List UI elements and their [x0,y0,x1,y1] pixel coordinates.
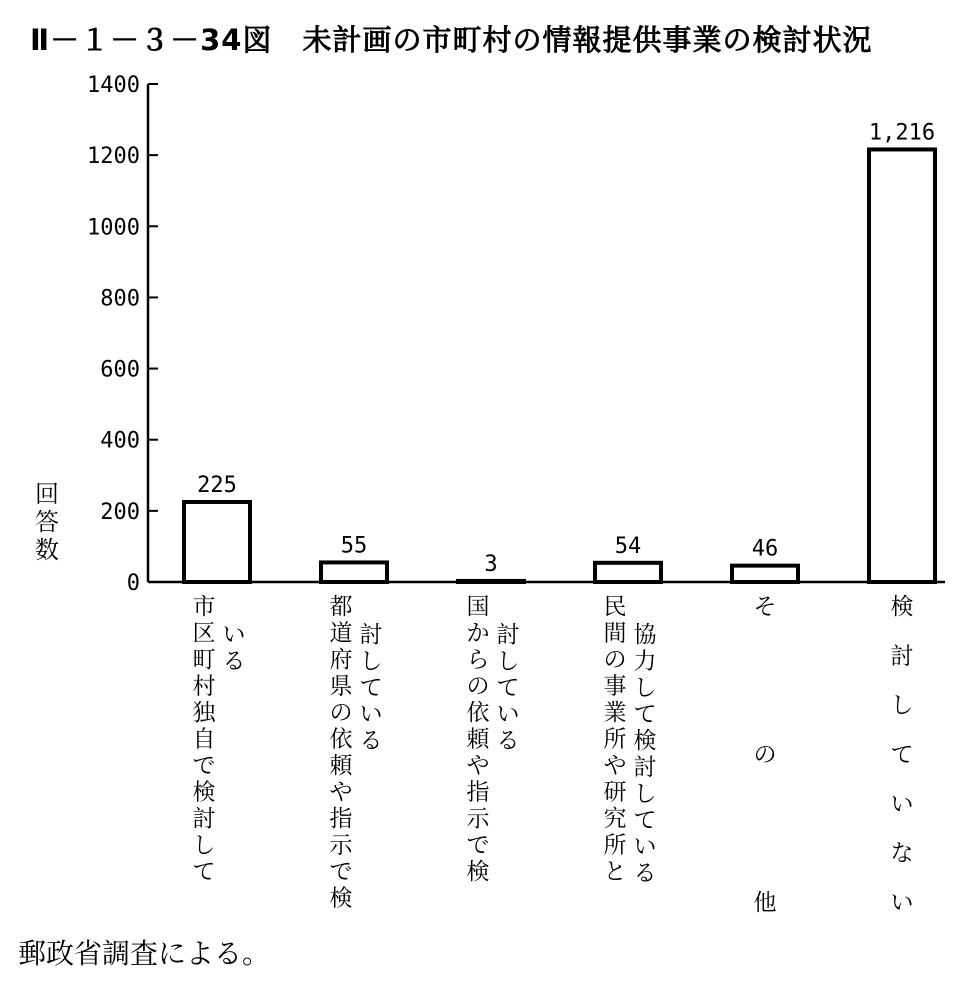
source-note: 郵政省調査による。 [18,937,271,970]
category-label-column: いる [222,622,246,675]
category-label-column: 民間の事業所や研究所と [603,594,627,885]
y-axis-label [35,480,59,564]
category-label-6 [891,594,914,916]
y-tick-label: 200 [100,499,140,525]
bar-4 [595,563,661,582]
value-label-2: 55 [340,533,368,559]
category-label-column: 国からの依頼や指示で検 [466,594,490,885]
y-tick-label: 1200 [87,144,140,170]
bar-6 [869,149,935,582]
bar-2 [321,562,387,582]
category-label-column: 協力して検討している [633,622,657,887]
bar-1 [184,502,250,582]
category-label-5 [754,594,777,916]
y-tick-label: 600 [100,357,140,383]
category-label-column: 都道府県の依頼や指示で検 [329,594,353,912]
y-tick-label: 1000 [87,215,140,241]
value-label-6: 1,216 [868,120,936,146]
category-label-column: その他 [753,594,777,916]
y-tick-label: 0 [126,571,140,596]
value-label-1: 225 [197,472,237,498]
chart-title: Ⅱ－１－３－34図 未計画の市町村の情報提供事業の検討状況 [30,23,873,57]
category-label-column: 検討していない [890,594,914,916]
category-label-column: 討している [496,622,520,754]
value-label-4: 54 [614,533,642,559]
category-label-3 [467,594,520,885]
bar-3 [458,581,524,582]
bars [184,149,935,582]
category-label-2 [330,594,383,912]
y-tick-label: 800 [100,286,140,312]
y-tick-label: 1400 [87,73,140,98]
value-label-5: 46 [751,536,779,562]
bar-5 [732,566,798,582]
value-labels [197,120,935,576]
category-label-column: 討している [359,622,383,754]
category-labels [193,594,914,916]
category-label-1 [193,594,246,885]
category-label-column: 市区町村独自で検討して [192,594,216,885]
category-label-4 [604,594,657,887]
value-label-3: 3 [484,551,498,577]
y-tick-label: 400 [100,428,140,454]
y-axis-title: 回答数 [35,480,59,564]
